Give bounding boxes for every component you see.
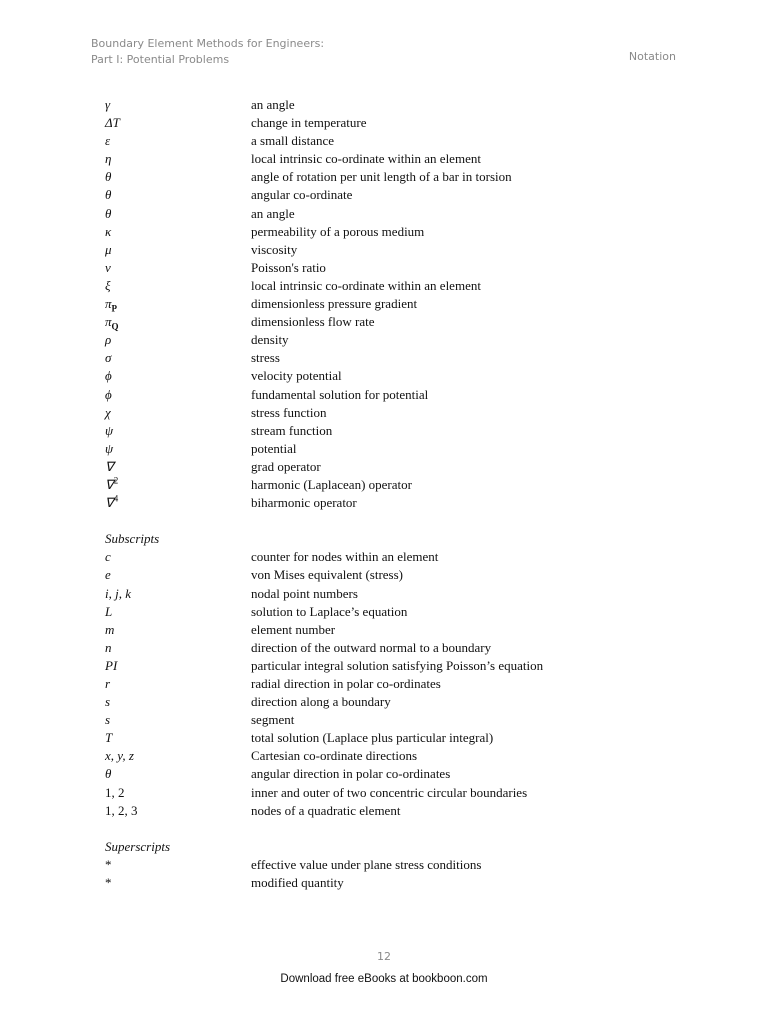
notation-row	[105, 422, 625, 440]
symbol-base: κ	[105, 223, 112, 239]
notation-row	[105, 747, 625, 765]
notation-description: angular co-ordinate	[251, 187, 353, 203]
symbol-subscript: P	[111, 303, 118, 314]
notation-description: a small distance	[251, 133, 335, 149]
symbol-base: π	[105, 314, 112, 330]
symbol-superscript: 4	[113, 493, 119, 504]
notation-description: counter for nodes within an element	[251, 549, 439, 565]
notation-row	[105, 349, 625, 367]
notation-description: density	[251, 332, 289, 348]
notation-symbol	[105, 784, 251, 802]
symbol-base: θ	[105, 766, 112, 782]
symbol-base: *	[105, 875, 112, 891]
notation-row	[105, 874, 625, 892]
symbol-base: χ	[105, 404, 111, 420]
notation-description: dimensionless pressure gradient	[251, 296, 418, 312]
notation-symbol	[105, 440, 251, 458]
notation-row	[105, 729, 625, 747]
notation-symbol	[105, 856, 251, 874]
notation-row	[105, 404, 625, 422]
notation-description: local intrinsic co-ordinate within an element	[251, 151, 481, 167]
notation-symbol	[105, 675, 251, 693]
notation-symbol	[105, 476, 251, 494]
notation-row	[105, 784, 625, 802]
symbol-base: ρ	[105, 332, 112, 348]
book-title: Boundary Element Methods for Engineers:	[91, 37, 325, 50]
notation-row	[105, 331, 625, 349]
notation-row	[105, 765, 625, 783]
symbol-base: r	[105, 676, 111, 691]
superscripts-heading: Superscripts	[105, 838, 170, 854]
notation-description: an angle	[251, 205, 295, 221]
symbol-base: 1, 2	[105, 784, 125, 800]
notation-description: element number	[251, 621, 336, 637]
symbol-base: i, j, k	[105, 585, 131, 601]
subscripts-list	[105, 548, 625, 819]
symbol-base: c	[105, 549, 111, 565]
symbol-base: m	[105, 621, 115, 637]
notation-description: particular integral solution satisfying Poisson’s equation	[251, 657, 544, 673]
symbol-base: ϕ	[105, 386, 112, 402]
notation-description: angle of rotation per unit length of a bar in torsion	[251, 169, 512, 185]
notation-row	[105, 566, 625, 584]
symbol-base: ψ	[105, 440, 114, 456]
notation-symbol	[105, 802, 251, 820]
symbol-base: ∇	[105, 495, 114, 511]
notation-description: biharmonic operator	[251, 495, 357, 511]
symbol-base: ϕ	[105, 368, 112, 384]
symbol-base: σ	[105, 350, 112, 366]
symbol-base: s	[105, 712, 111, 728]
symbol-base: L	[105, 603, 113, 619]
symbol-subscript: Q	[111, 321, 119, 332]
symbol-superscript: 2	[113, 475, 119, 486]
symbol-base: s	[105, 694, 111, 710]
notation-row	[105, 711, 625, 729]
notation-description: grad operator	[251, 458, 321, 474]
notation-row	[105, 259, 625, 277]
notation-row	[105, 494, 625, 512]
spacer	[105, 820, 625, 838]
notation-description: change in temperature	[251, 115, 367, 131]
notation-symbol	[105, 259, 251, 277]
symbol-base: θ	[105, 187, 112, 203]
notation-description: stress	[251, 350, 280, 366]
subscripts-heading: Subscripts	[105, 531, 160, 547]
notation-symbol	[105, 205, 251, 223]
notation-symbol	[105, 150, 251, 168]
notation-row	[105, 313, 625, 331]
notation-description: Poisson's ratio	[251, 259, 326, 275]
notation-row	[105, 96, 625, 114]
symbol-base: 1, 2, 3	[105, 802, 138, 818]
notation-description: radial direction in polar co-ordinates	[251, 676, 441, 691]
notation-symbol	[105, 313, 251, 331]
footer-link-text[interactable]: Download free eBooks at bookboon.com	[280, 973, 488, 985]
symbol-base: γ	[105, 97, 111, 112]
notation-description: nodal point numbers	[251, 585, 358, 601]
superscripts-list	[105, 856, 625, 892]
notation-description: harmonic (Laplacean) operator	[251, 476, 412, 492]
symbol-base: ε	[105, 133, 111, 149]
notation-symbol	[105, 458, 251, 476]
notation-symbol	[105, 114, 251, 132]
notation-description: segment	[251, 712, 295, 728]
symbol-base: ψ	[105, 422, 114, 438]
notation-symbol	[105, 621, 251, 639]
symbol-base: n	[105, 639, 112, 655]
notation-symbol	[105, 186, 251, 204]
notation-symbol	[105, 765, 251, 783]
symbol-base: π	[105, 296, 112, 312]
symbol-base: ν	[105, 259, 111, 275]
notation-description: modified quantity	[251, 875, 344, 891]
notation-symbol	[105, 277, 251, 295]
notation-description: dimensionless flow rate	[251, 314, 375, 330]
notation-symbol	[105, 494, 251, 512]
symbol-base: ξ	[105, 277, 111, 293]
notation-row	[105, 277, 625, 295]
symbol-base: T	[105, 730, 113, 746]
notation-row	[105, 802, 625, 820]
notation-row	[105, 476, 625, 494]
notation-row	[105, 386, 625, 404]
notation-symbol	[105, 639, 251, 657]
notation-description: solution to Laplace’s equation	[251, 603, 408, 619]
symbol-base: PI	[105, 657, 118, 673]
symbol-base: ∇	[105, 476, 114, 492]
symbol-base: η	[105, 151, 112, 167]
notation-description: an angle	[251, 97, 295, 112]
symbol-base: ΔT	[105, 115, 120, 131]
notation-description: viscosity	[251, 241, 298, 257]
notation-symbol	[105, 223, 251, 241]
notation-symbol	[105, 747, 251, 765]
notation-description: stress function	[251, 404, 327, 420]
notation-symbol	[105, 603, 251, 621]
page-number: 12	[377, 950, 391, 963]
notation-symbol	[105, 241, 251, 259]
notation-description: von Mises equivalent (stress)	[251, 567, 404, 583]
notation-symbol	[105, 295, 251, 313]
symbol-base: e	[105, 567, 111, 583]
greek-symbols-list	[105, 96, 625, 512]
notation-row	[105, 440, 625, 458]
notation-description: local intrinsic co-ordinate within an element	[251, 277, 481, 293]
notation-row	[105, 367, 625, 385]
running-header	[91, 36, 324, 68]
notation-description: potential	[251, 440, 297, 456]
notation-symbol	[105, 96, 251, 114]
notation-description: Cartesian co-ordinate directions	[251, 748, 418, 764]
section-title: Notation	[628, 50, 676, 63]
notation-symbol	[105, 168, 251, 186]
notation-row	[105, 205, 625, 223]
notation-row	[105, 548, 625, 566]
notation-description: angular direction in polar co-ordinates	[251, 766, 451, 782]
notation-symbol	[105, 657, 251, 675]
notation-row	[105, 114, 625, 132]
notation-row	[105, 675, 625, 693]
notation-row	[105, 150, 625, 168]
notation-description: velocity potential	[251, 368, 342, 384]
notation-description: permeability of a porous medium	[251, 223, 425, 239]
symbol-base: ∇	[105, 458, 114, 474]
symbol-base: θ	[105, 205, 112, 221]
notation-symbol	[105, 729, 251, 747]
notation-row	[105, 295, 625, 313]
symbol-base: μ	[105, 241, 112, 257]
notation-row	[105, 168, 625, 186]
notation-row	[105, 223, 625, 241]
notation-list	[105, 96, 625, 892]
notation-symbol	[105, 132, 251, 150]
notation-description: effective value under plane stress conditions	[251, 856, 482, 872]
notation-symbol	[105, 711, 251, 729]
notation-symbol	[105, 874, 251, 892]
notation-description: inner and outer of two concentric circular boundaries	[251, 784, 528, 800]
book-part: Part I: Potential Problems	[91, 53, 230, 66]
notation-description: nodes of a quadratic element	[251, 802, 401, 818]
notation-symbol	[105, 422, 251, 440]
notation-symbol	[105, 566, 251, 584]
notation-description: direction along a boundary	[251, 694, 391, 710]
notation-row	[105, 657, 625, 675]
symbol-base: *	[105, 856, 112, 872]
notation-row	[105, 585, 625, 603]
notation-row	[105, 856, 625, 874]
notation-symbol	[105, 349, 251, 367]
notation-description: stream function	[251, 422, 333, 438]
notation-row	[105, 458, 625, 476]
notation-row	[105, 241, 625, 259]
notation-row	[105, 693, 625, 711]
notation-symbol	[105, 386, 251, 404]
notation-symbol	[105, 693, 251, 711]
symbol-base: θ	[105, 169, 112, 185]
notation-symbol	[105, 404, 251, 422]
notation-row	[105, 132, 625, 150]
notation-row	[105, 186, 625, 204]
notation-symbol	[105, 367, 251, 385]
notation-row	[105, 639, 625, 657]
notation-symbol	[105, 331, 251, 349]
notation-row	[105, 603, 625, 621]
notation-symbol	[105, 548, 251, 566]
notation-description: direction of the outward normal to a boundary	[251, 639, 492, 655]
notation-description: total solution (Laplace plus particular integral)	[251, 730, 494, 746]
notation-symbol	[105, 585, 251, 603]
symbol-base: x, y, z	[105, 748, 134, 764]
notation-description: fundamental solution for potential	[251, 386, 429, 402]
spacer	[105, 512, 625, 530]
notation-row	[105, 621, 625, 639]
